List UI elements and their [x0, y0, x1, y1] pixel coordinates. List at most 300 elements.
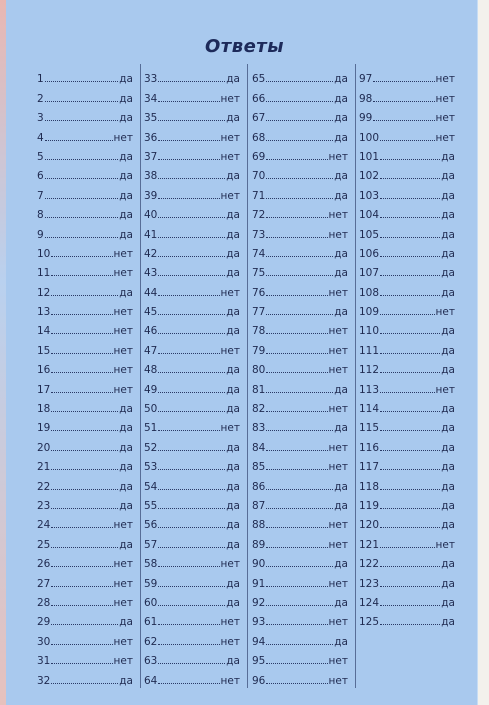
answer-row [359, 105, 455, 124]
column-divider [247, 64, 248, 688]
answer-value: да [334, 306, 348, 319]
answer-value: да [334, 422, 348, 435]
dot-leader [158, 565, 219, 567]
question-number: 20 [37, 441, 51, 454]
answer-row [144, 415, 240, 434]
question-number: 120 [359, 519, 380, 532]
answer-value: нет [328, 209, 348, 222]
answer-value: нет [328, 325, 348, 338]
question-number: 104 [359, 209, 380, 222]
question-number: 90 [252, 558, 266, 571]
answer-row [37, 648, 133, 667]
dot-leader [51, 391, 112, 393]
answer-value: нет [435, 112, 455, 125]
answer-value: нет [220, 558, 240, 571]
answer-value: да [119, 441, 133, 454]
answer-row [37, 241, 133, 260]
answer-value: да [226, 170, 240, 183]
question-number: 106 [359, 247, 380, 260]
answer-row [37, 376, 133, 395]
answer-value: нет [220, 616, 240, 629]
column-divider [355, 64, 356, 688]
question-number: 115 [359, 422, 380, 435]
dot-leader [158, 80, 225, 82]
answer-row [37, 551, 133, 570]
answer-row [359, 144, 455, 163]
answer-row [37, 590, 133, 609]
dot-leader [266, 682, 327, 684]
dot-leader [45, 177, 119, 179]
dot-leader [266, 468, 327, 470]
answer-row [359, 609, 455, 628]
dot-leader [380, 352, 440, 354]
dot-leader [51, 313, 112, 315]
answer-value: да [334, 112, 348, 125]
question-number: 102 [359, 170, 380, 183]
question-number: 105 [359, 228, 380, 241]
answer-value: нет [220, 150, 240, 163]
question-number: 35 [144, 112, 158, 125]
dot-leader [51, 546, 118, 548]
question-number: 57 [144, 538, 158, 551]
dot-leader [266, 585, 327, 587]
dot-leader [380, 488, 440, 490]
answer-row [252, 590, 348, 609]
answer-row [37, 454, 133, 473]
question-number: 1 [37, 73, 44, 86]
answer-row [252, 202, 348, 221]
question-number: 75 [252, 267, 266, 280]
answer-value: нет [113, 596, 133, 609]
dot-leader [158, 294, 219, 296]
dot-leader [158, 546, 225, 548]
dot-leader [158, 197, 219, 199]
answer-row [37, 144, 133, 163]
answer-row [144, 570, 240, 589]
dot-leader [266, 429, 333, 431]
answer-value: да [119, 403, 133, 416]
answer-row [37, 299, 133, 318]
question-number: 58 [144, 558, 158, 571]
answer-row [144, 85, 240, 104]
answer-value: нет [113, 364, 133, 377]
dot-leader [380, 623, 440, 625]
answer-row [144, 628, 240, 647]
question-number: 118 [359, 480, 380, 493]
dot-leader [380, 526, 440, 528]
answer-row [252, 551, 348, 570]
answer-value: да [334, 247, 348, 260]
answer-row [252, 241, 348, 260]
question-number: 34 [144, 92, 158, 105]
question-number: 3 [37, 112, 44, 125]
question-number: 66 [252, 92, 266, 105]
dot-leader [51, 488, 118, 490]
answer-row [252, 144, 348, 163]
answer-value: нет [328, 441, 348, 454]
dot-leader [51, 352, 112, 354]
question-number: 123 [359, 577, 380, 590]
answer-value: да [226, 499, 240, 512]
question-number: 33 [144, 73, 158, 86]
dot-leader [45, 80, 119, 82]
dot-leader [380, 604, 440, 606]
answer-row [144, 357, 240, 376]
question-number: 50 [144, 403, 158, 416]
dot-leader [51, 449, 118, 451]
answer-value: нет [435, 73, 455, 86]
answer-value: да [119, 73, 133, 86]
dot-leader [266, 80, 333, 82]
question-number: 21 [37, 461, 51, 474]
answer-row [37, 337, 133, 356]
question-number: 92 [252, 596, 266, 609]
answer-row [37, 628, 133, 647]
answer-row [359, 66, 455, 85]
answer-row [37, 531, 133, 550]
dot-leader [158, 410, 225, 412]
dot-leader [158, 100, 219, 102]
answer-value: да [441, 403, 455, 416]
question-number: 14 [37, 325, 51, 338]
answer-row [359, 493, 455, 512]
answer-row [144, 551, 240, 570]
answer-row [252, 299, 348, 318]
dot-leader [45, 119, 119, 121]
question-number: 12 [37, 286, 51, 299]
question-number: 29 [37, 616, 51, 629]
answer-row [252, 434, 348, 453]
answer-value: да [441, 519, 455, 532]
answer-value: да [226, 325, 240, 338]
answer-value: да [334, 170, 348, 183]
answer-value: да [226, 364, 240, 377]
answer-row [144, 202, 240, 221]
dot-leader [380, 332, 440, 334]
dot-leader [266, 643, 333, 645]
answer-value: нет [328, 674, 348, 687]
answer-value: да [441, 364, 455, 377]
question-number: 99 [359, 112, 373, 125]
question-number: 116 [359, 441, 380, 454]
answer-value: нет [113, 558, 133, 571]
dot-leader [51, 526, 112, 528]
dot-leader [158, 526, 225, 528]
dot-leader [45, 236, 119, 238]
answer-row [252, 376, 348, 395]
question-number: 31 [37, 655, 51, 668]
answer-value: да [441, 247, 455, 260]
answer-row [252, 667, 348, 686]
question-number: 55 [144, 499, 158, 512]
dot-leader [266, 177, 333, 179]
dot-leader [266, 449, 327, 451]
answer-row [252, 454, 348, 473]
answer-column-4 [359, 66, 455, 628]
question-number: 40 [144, 209, 158, 222]
answer-row [144, 493, 240, 512]
answer-value: да [441, 441, 455, 454]
dot-leader [380, 294, 440, 296]
dot-leader [266, 236, 327, 238]
question-number: 68 [252, 131, 266, 144]
answer-value: да [226, 577, 240, 590]
dot-leader [373, 80, 434, 82]
dot-leader [158, 623, 219, 625]
dot-leader [380, 449, 440, 451]
question-number: 60 [144, 596, 158, 609]
answer-value: да [334, 558, 348, 571]
answer-column-2 [144, 66, 240, 687]
answer-value: нет [220, 635, 240, 648]
answer-value: да [441, 616, 455, 629]
answer-value: да [441, 209, 455, 222]
dot-leader [45, 216, 119, 218]
question-number: 13 [37, 306, 51, 319]
dot-leader [158, 488, 225, 490]
answer-row [252, 648, 348, 667]
answer-value: нет [220, 92, 240, 105]
dot-leader [158, 177, 225, 179]
answer-row [144, 648, 240, 667]
answer-value: да [119, 461, 133, 474]
answer-row [359, 241, 455, 260]
answer-value: нет [435, 383, 455, 396]
answer-value: да [226, 441, 240, 454]
question-number: 5 [37, 150, 44, 163]
dot-leader [158, 139, 219, 141]
dot-leader [45, 100, 119, 102]
question-number: 38 [144, 170, 158, 183]
question-number: 86 [252, 480, 266, 493]
dot-leader [266, 197, 333, 199]
answer-value: да [334, 189, 348, 202]
question-number: 26 [37, 558, 51, 571]
answer-row [252, 570, 348, 589]
answer-row [252, 221, 348, 240]
answer-row [359, 473, 455, 492]
dot-leader [158, 429, 219, 431]
answer-value: нет [220, 344, 240, 357]
answer-row [37, 357, 133, 376]
dot-leader [380, 546, 435, 548]
dot-leader [158, 662, 225, 664]
answer-row [359, 415, 455, 434]
answer-row [359, 570, 455, 589]
answer-row [144, 376, 240, 395]
answer-row [37, 318, 133, 337]
dot-leader [380, 429, 440, 431]
answer-value: да [334, 73, 348, 86]
question-number: 27 [37, 577, 51, 590]
answer-row [144, 260, 240, 279]
answer-value: да [334, 480, 348, 493]
answer-row [37, 124, 133, 143]
answer-row [252, 260, 348, 279]
answer-value: нет [113, 655, 133, 668]
dot-leader [51, 410, 118, 412]
answer-row [359, 279, 455, 298]
answer-row [37, 415, 133, 434]
question-number: 89 [252, 538, 266, 551]
question-number: 98 [359, 92, 373, 105]
answer-value: да [119, 674, 133, 687]
question-number: 122 [359, 558, 380, 571]
question-number: 97 [359, 73, 373, 86]
question-number: 46 [144, 325, 158, 338]
dot-leader [158, 158, 219, 160]
question-number: 70 [252, 170, 266, 183]
question-number: 107 [359, 267, 380, 280]
question-number: 71 [252, 189, 266, 202]
answer-row [359, 182, 455, 201]
answer-value: да [441, 577, 455, 590]
dot-leader [266, 332, 327, 334]
question-number: 36 [144, 131, 158, 144]
question-number: 67 [252, 112, 266, 125]
answer-row [37, 66, 133, 85]
question-number: 37 [144, 150, 158, 163]
answer-row [252, 318, 348, 337]
question-number: 80 [252, 364, 266, 377]
dot-leader [266, 216, 327, 218]
question-number: 30 [37, 635, 51, 648]
answer-value: да [226, 519, 240, 532]
answer-row [359, 512, 455, 531]
dot-leader [51, 294, 118, 296]
answer-row [252, 124, 348, 143]
dot-leader [266, 119, 333, 121]
dot-leader [158, 449, 225, 451]
answer-row [37, 570, 133, 589]
answer-value: нет [220, 189, 240, 202]
question-number: 62 [144, 635, 158, 648]
dot-leader [380, 177, 440, 179]
dot-leader [266, 139, 333, 141]
answer-value: да [119, 92, 133, 105]
dot-leader [51, 507, 118, 509]
dot-leader [380, 371, 440, 373]
answer-row [37, 202, 133, 221]
dot-leader [51, 371, 112, 373]
question-number: 51 [144, 422, 158, 435]
answer-value: да [119, 286, 133, 299]
dot-leader [51, 682, 118, 684]
question-number: 25 [37, 538, 51, 551]
question-number: 85 [252, 461, 266, 474]
column-divider [140, 64, 141, 688]
question-number: 43 [144, 267, 158, 280]
question-number: 10 [37, 247, 51, 260]
question-number: 88 [252, 519, 266, 532]
question-number: 16 [37, 364, 51, 377]
question-number: 124 [359, 596, 380, 609]
question-number: 91 [252, 577, 266, 590]
answer-row [144, 434, 240, 453]
dot-leader [266, 274, 333, 276]
answer-row [37, 512, 133, 531]
answer-row [144, 318, 240, 337]
answer-value: да [441, 286, 455, 299]
dot-leader [380, 468, 440, 470]
answer-value: нет [328, 364, 348, 377]
question-number: 19 [37, 422, 51, 435]
answer-row [252, 357, 348, 376]
dot-leader [158, 313, 225, 315]
answer-value: да [226, 403, 240, 416]
answer-row [359, 202, 455, 221]
answer-value: да [441, 267, 455, 280]
answer-value: да [226, 247, 240, 260]
question-number: 6 [37, 170, 44, 183]
answer-row [37, 667, 133, 686]
dot-leader [51, 468, 118, 470]
question-number: 110 [359, 325, 380, 338]
dot-leader [266, 158, 327, 160]
answer-row [37, 279, 133, 298]
answer-row [144, 667, 240, 686]
question-number: 54 [144, 480, 158, 493]
answer-value: нет [220, 422, 240, 435]
dot-leader [45, 158, 119, 160]
dot-leader [380, 410, 440, 412]
answer-row [144, 299, 240, 318]
question-number: 109 [359, 306, 380, 319]
answer-row [144, 163, 240, 182]
answer-column-3 [252, 66, 348, 687]
answer-row [252, 396, 348, 415]
answer-row [144, 279, 240, 298]
question-number: 44 [144, 286, 158, 299]
answer-row [144, 454, 240, 473]
dot-leader [158, 216, 225, 218]
answer-value: нет [113, 344, 133, 357]
question-number: 24 [37, 519, 51, 532]
answer-row [144, 473, 240, 492]
dot-leader [266, 546, 327, 548]
dot-leader [266, 565, 333, 567]
answer-value: нет [328, 286, 348, 299]
answer-value: да [119, 150, 133, 163]
question-number: 114 [359, 403, 380, 416]
answer-value: да [226, 112, 240, 125]
answer-row [252, 628, 348, 647]
dot-leader [380, 313, 435, 315]
answer-row [144, 221, 240, 240]
answer-row [359, 454, 455, 473]
dot-leader [266, 604, 333, 606]
question-number: 11 [37, 267, 51, 280]
answer-row [252, 85, 348, 104]
dot-leader [158, 371, 225, 373]
question-number: 111 [359, 344, 380, 357]
answer-value: нет [220, 286, 240, 299]
answer-value: нет [328, 577, 348, 590]
dot-leader [158, 119, 225, 121]
question-number: 78 [252, 325, 266, 338]
dot-leader [380, 391, 435, 393]
dot-leader [51, 274, 112, 276]
dot-leader [158, 236, 225, 238]
answer-value: да [119, 209, 133, 222]
answer-value: нет [328, 519, 348, 532]
dot-leader [266, 662, 327, 664]
answer-value: нет [328, 403, 348, 416]
question-number: 23 [37, 499, 51, 512]
answer-value: нет [328, 461, 348, 474]
answer-value: да [119, 422, 133, 435]
answer-row [144, 590, 240, 609]
